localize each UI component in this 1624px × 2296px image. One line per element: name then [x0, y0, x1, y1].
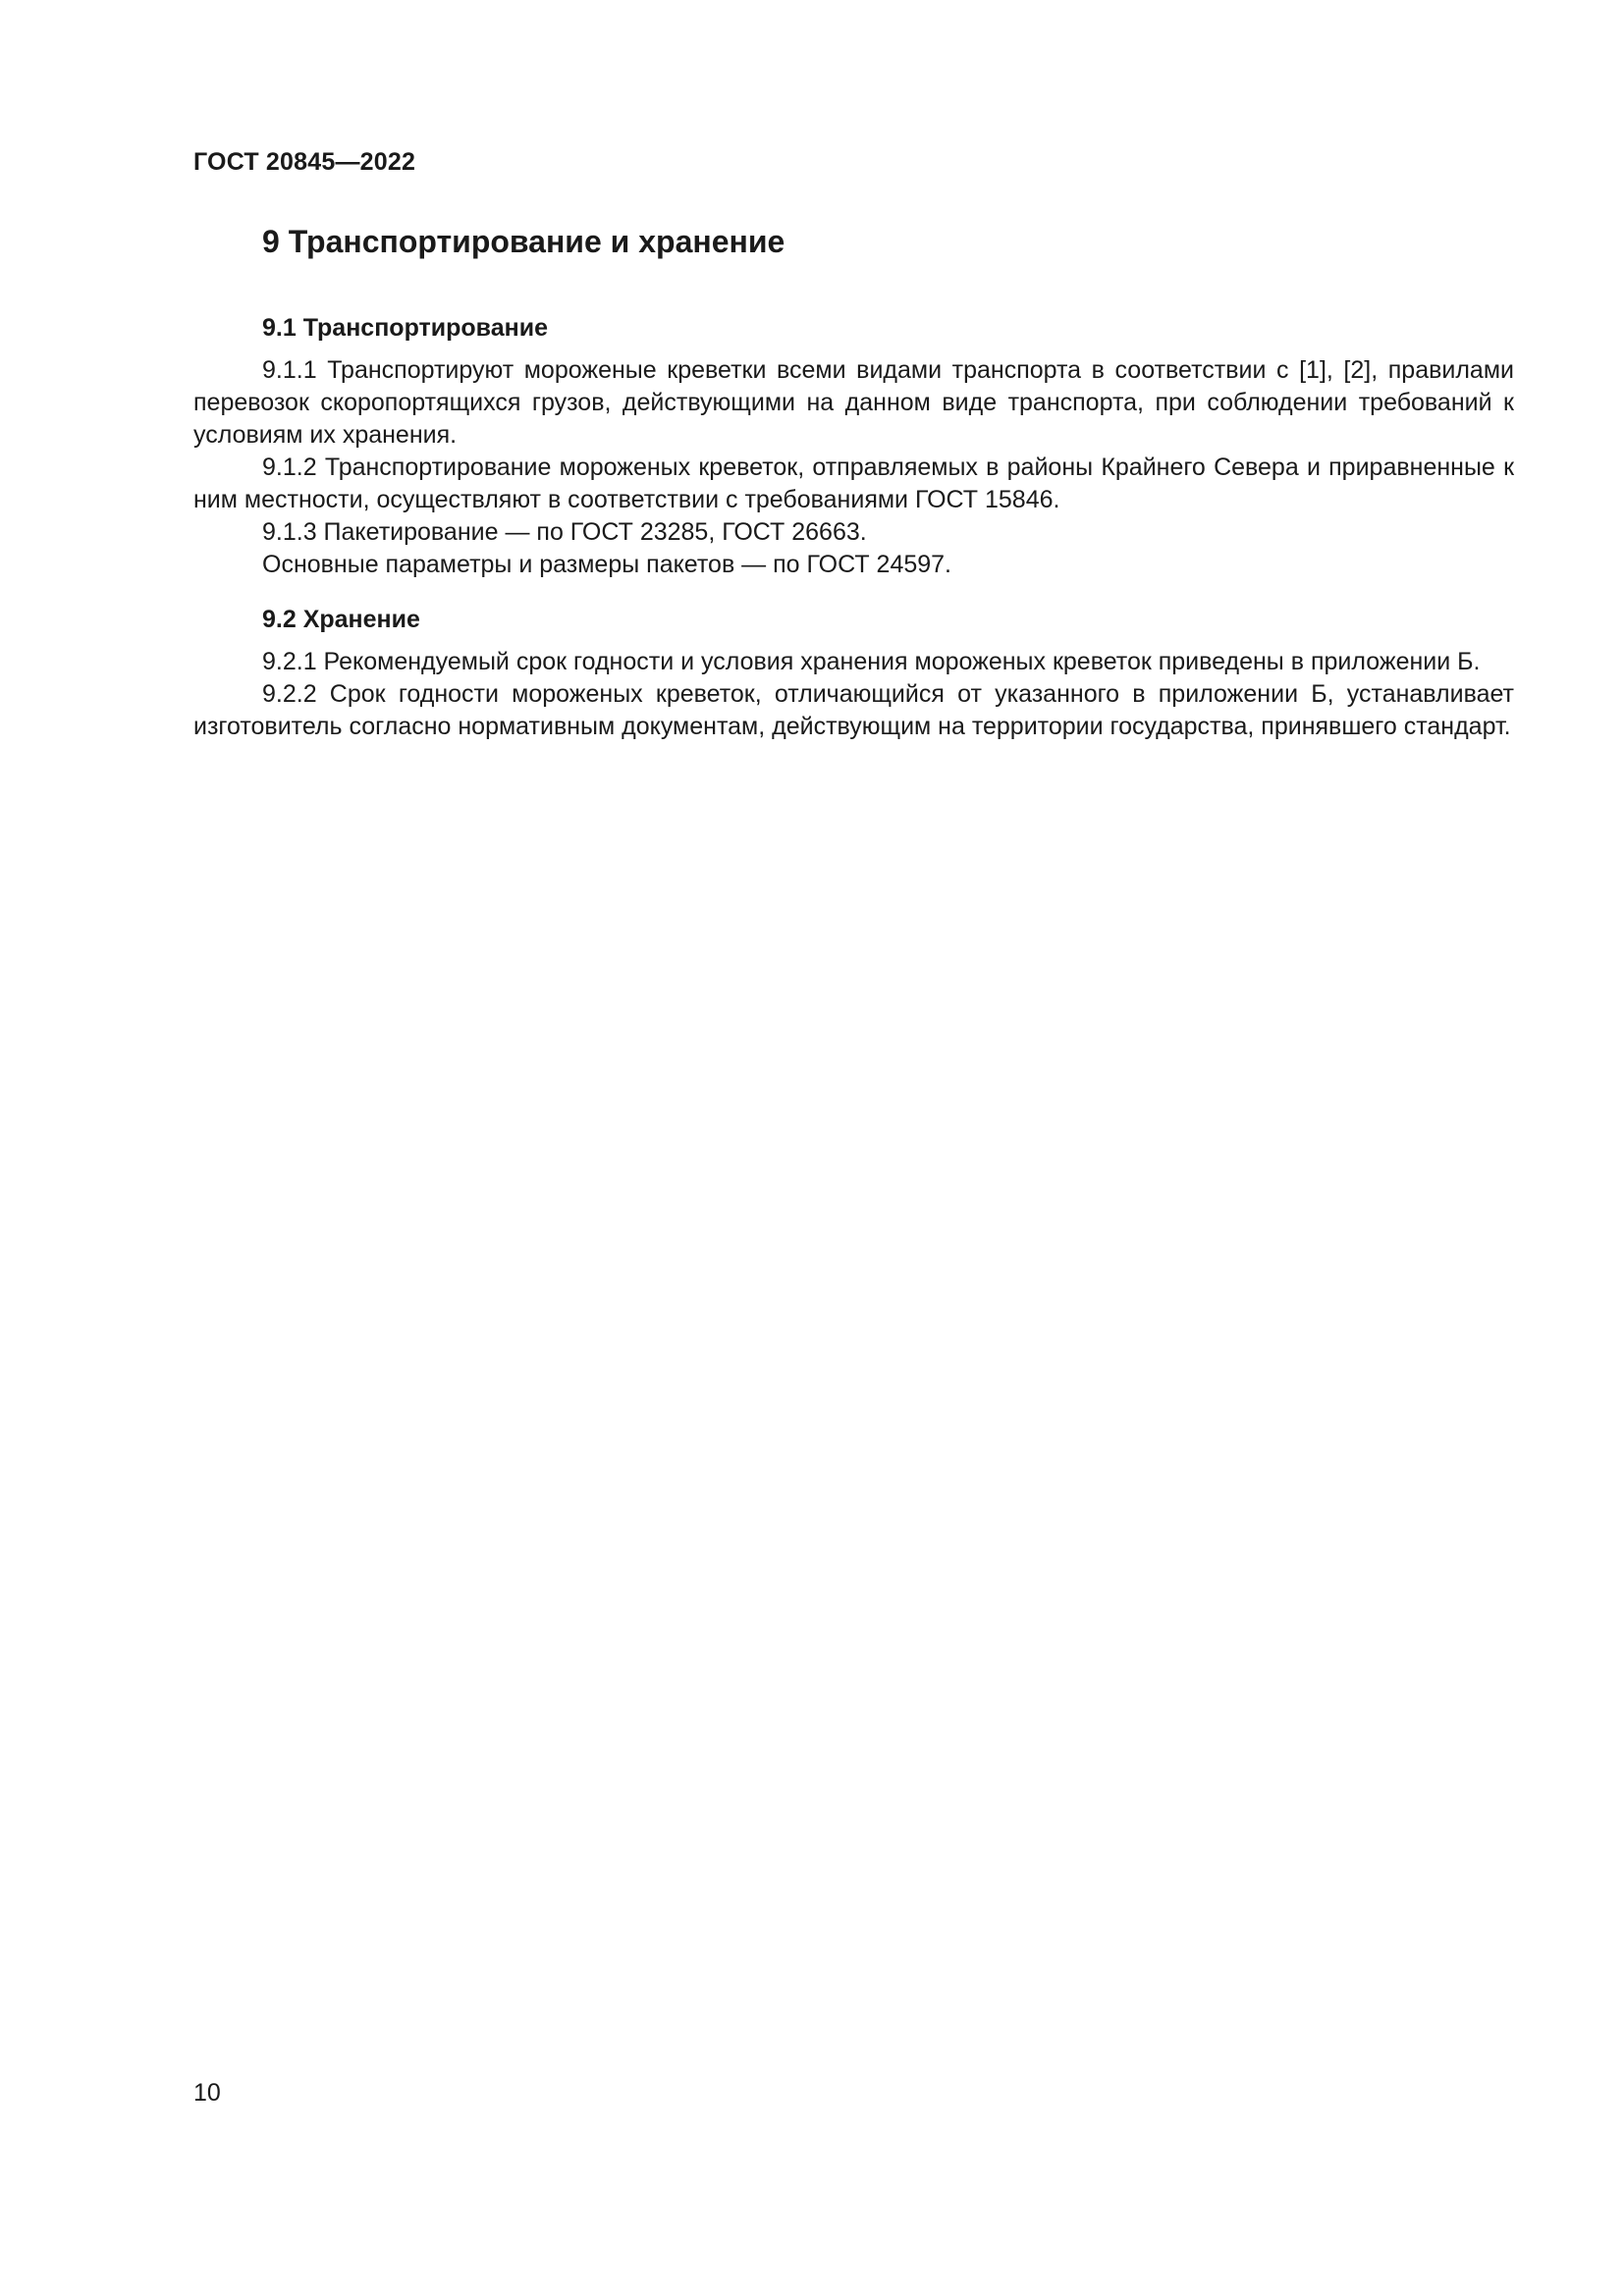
paragraph-9-1-1: 9.1.1 Транспортируют мороженые креветки всеми видами транспорта в соответствии с [1], [2], правилами перевозок скоропортящихся грузов, действующими на данном виде транспорта, при соблюдении требований к условиям их хранения. — [193, 356, 1514, 449]
paragraph-9-1-2: 9.1.2 Транспортирование мороженых креветок, отправляемых в районы Крайнего Севера и приравненные к ним местности, осуществляют в соответствии с требованиями ГОСТ 15846. — [193, 454, 1514, 513]
page-content — [193, 221, 1514, 743]
document-code: ГОСТ 20845—2022 — [193, 148, 416, 176]
subsection-title-storage: 9.2 Хранение — [262, 606, 420, 633]
page-number: 10 — [193, 2079, 221, 2107]
paragraph-9-2-1: 9.2.1 Рекомендуемый срок годности и условия хранения мороженых креветок приведены в приложении Б. — [262, 648, 1481, 675]
subsection-title-transport: 9.1 Транспортирование — [262, 314, 548, 342]
paragraph-package-parameters: Основные параметры и размеры пакетов — по ГОСТ 24597. — [262, 551, 952, 578]
section-title: 9 Транспортирование и хранение — [262, 224, 785, 259]
paragraph-9-1-3: 9.1.3 Пакетирование — по ГОСТ 23285, ГОСТ 26663. — [262, 518, 867, 546]
paragraph-9-2-2: 9.2.2 Срок годности мороженых креветок, отличающийся от указанного в приложении Б, устанавливает изготовитель согласно нормативным документам, действующим на территории государства, принявшего стандарт. — [193, 680, 1514, 740]
